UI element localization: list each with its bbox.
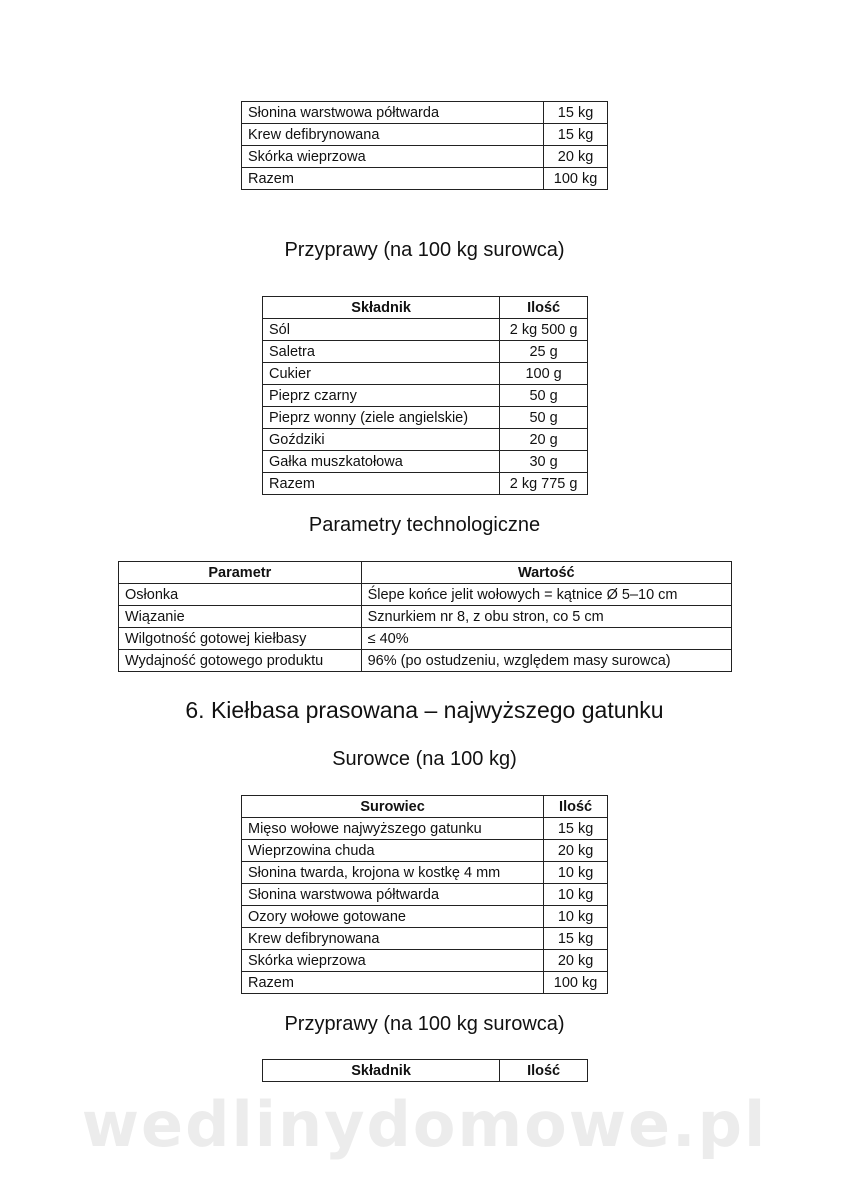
amount-cell: 50 g [500,407,588,429]
amount-cell: 15 kg [544,818,608,840]
ingredient-cell: Razem [242,972,544,994]
amount-cell: 10 kg [544,862,608,884]
amount-cell: 50 g [500,385,588,407]
column-header-amount: Ilość [544,796,608,818]
raw-materials-heading: Surowce (na 100 kg) [332,748,517,770]
spices-heading-2: Przyprawy (na 100 kg surowca) [284,1013,565,1035]
amount-cell: 100 kg [544,168,608,190]
amount-cell: 20 kg [544,950,608,972]
spices-heading: Przyprawy (na 100 kg surowca) [284,239,565,261]
amount-cell: 2 kg 775 g [500,473,588,495]
ingredient-cell: Krew defibrynowana [242,124,544,146]
ingredient-cell: Gałka muszkatołowa [263,451,500,473]
table-row [263,429,588,451]
ingredient-cell: Pieprz wonny (ziele angielskie) [263,407,500,429]
table-header-row [263,297,588,319]
value-cell: Sznurkiem nr 8, z obu stron, co 5 cm [361,606,731,628]
ingredient-cell: Pieprz czarny [263,385,500,407]
value-cell: 96% (po ostudzeniu, względem masy surowca) [361,650,731,672]
ingredient-cell: Saletra [263,341,500,363]
table-row [263,341,588,363]
ingredient-cell: Ozory wołowe gotowane [242,906,544,928]
amount-cell: 20 kg [544,146,608,168]
table-row [242,146,608,168]
ingredient-cell: Razem [242,168,544,190]
table-row [119,606,732,628]
raw-materials-table-continued [241,101,608,190]
table-row [119,584,732,606]
column-header-ingredient: Składnik [263,1060,500,1082]
table-row [263,473,588,495]
table-row [263,385,588,407]
table-row [242,818,608,840]
parameter-cell: Wiązanie [119,606,362,628]
parameters-table [118,561,732,672]
amount-cell: 15 kg [544,928,608,950]
ingredient-cell: Goździki [263,429,500,451]
table-row [242,168,608,190]
table-row [242,928,608,950]
table-row [263,407,588,429]
table-row [242,950,608,972]
column-header-raw-material: Surowiec [242,796,544,818]
ingredient-cell: Krew defibrynowana [242,928,544,950]
amount-cell: 20 g [500,429,588,451]
table-row [263,363,588,385]
value-cell: ≤ 40% [361,628,731,650]
ingredient-cell: Słonina warstwowa półtwarda [242,102,544,124]
spices-table-2 [262,1059,588,1082]
table-header-row [242,796,608,818]
column-header-parameter: Parametr [119,562,362,584]
table-row [242,906,608,928]
amount-cell: 20 kg [544,840,608,862]
column-header-amount: Ilość [500,1060,588,1082]
ingredient-cell: Słonina warstwowa półtwarda [242,884,544,906]
amount-cell: 25 g [500,341,588,363]
table-row [263,319,588,341]
table-row [242,102,608,124]
section-6-heading: 6. Kiełbasa prasowana – najwyższego gatunku [185,697,664,723]
amount-cell: 2 kg 500 g [500,319,588,341]
table-row [242,862,608,884]
parameter-cell: Wydajność gotowego produktu [119,650,362,672]
amount-cell: 30 g [500,451,588,473]
amount-cell: 100 kg [544,972,608,994]
amount-cell: 10 kg [544,906,608,928]
ingredient-cell: Słonina twarda, krojona w kostkę 4 mm [242,862,544,884]
spices-table [262,296,588,495]
amount-cell: 10 kg [544,884,608,906]
parameter-cell: Wilgotność gotowej kiełbasy [119,628,362,650]
amount-cell: 15 kg [544,124,608,146]
ingredient-cell: Sól [263,319,500,341]
table-row [242,972,608,994]
parameters-heading: Parametry technologiczne [308,514,541,536]
table-header-row [119,562,732,584]
amount-cell: 100 g [500,363,588,385]
table-row [119,628,732,650]
column-header-ingredient: Składnik [263,297,500,319]
table-row [119,650,732,672]
value-cell: Ślepe końce jelit wołowych = kątnice Ø 5–10 cm [361,584,731,606]
watermark: wedlinydomowe.pl [81,1088,768,1161]
table-row [242,124,608,146]
ingredient-cell: Cukier [263,363,500,385]
ingredient-cell: Razem [263,473,500,495]
column-header-amount: Ilość [500,297,588,319]
table-row [242,840,608,862]
parameter-cell: Osłonka [119,584,362,606]
ingredient-cell: Mięso wołowe najwyższego gatunku [242,818,544,840]
table-row [242,884,608,906]
amount-cell: 15 kg [544,102,608,124]
ingredient-cell: Skórka wieprzowa [242,146,544,168]
column-header-value: Wartość [361,562,731,584]
ingredient-cell: Skórka wieprzowa [242,950,544,972]
raw-materials-table [241,795,608,994]
table-row [263,451,588,473]
ingredient-cell: Wieprzowina chuda [242,840,544,862]
table-header-row [263,1060,588,1082]
